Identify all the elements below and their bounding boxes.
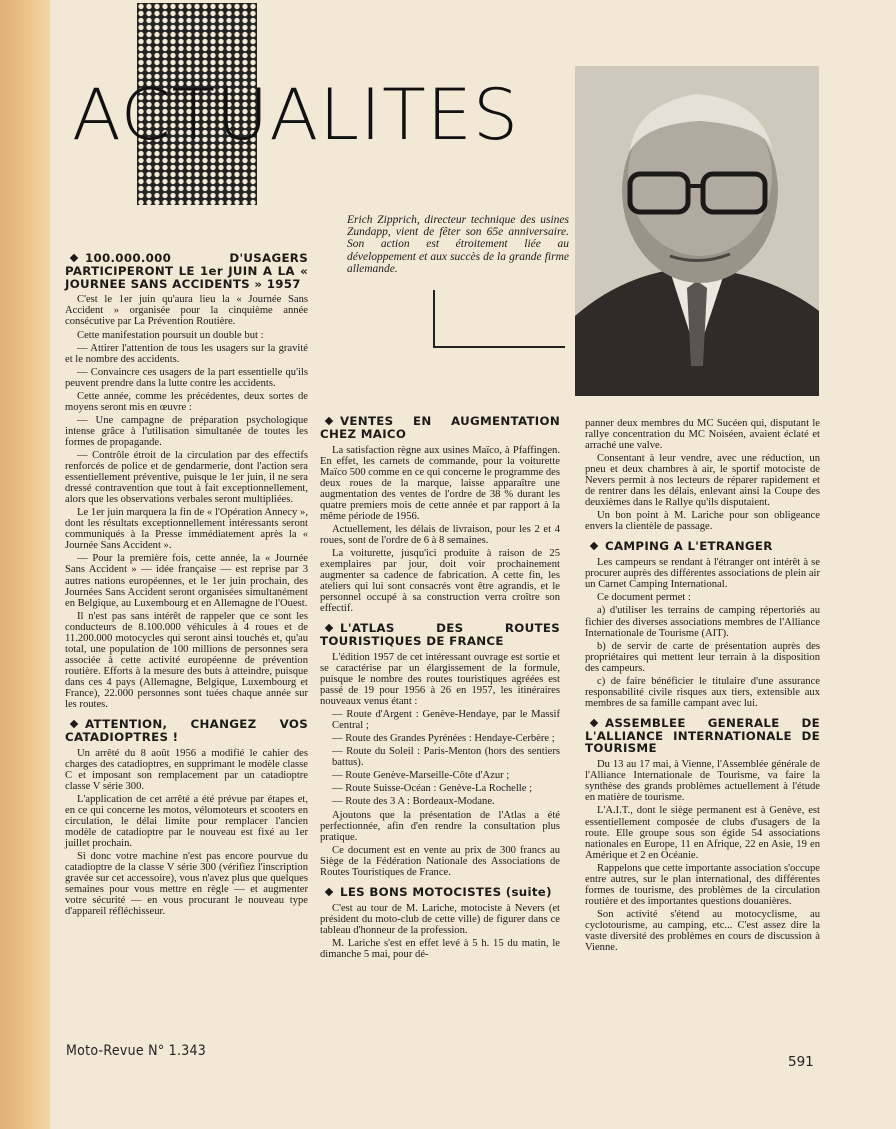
article-paragraph: Un arrêté du 8 août 1956 a modifié le cahier des charges des catadioptres, en supprimant le modèle classe C et imposant son remplacement par un catadioptre classe V série 300.: [65, 747, 308, 792]
article-paragraph: panner deux membres du MC Sucéen qui, disputant le rallye concentration du MC Noiséen, avaient éclaté et arraché une valve.: [585, 418, 820, 452]
page-title: ACTUALITES: [72, 74, 520, 156]
article-paragraph: b) de servir de carte de présentation auprès des propriétaires qui mettent leur terrain à la disposition des campeurs.: [585, 640, 820, 674]
article-heading: [320, 415, 560, 441]
article-paragraph: Il n'est pas sans intérêt de rappeler que ce sont les conducteurs de 8.100.000 véhicules à 4 roues et de 11.200.000 motocycles qui seront ainsi touchés et, qu'au total, une population de 100 millions de personnes sera associée à cette activité européenne de prévention routière. Efforts à la mesure des buts à atteindre, puisque dans ces 4 pays (Allemagne, Belgique, Luxembourg et France), 22.000 personnes sont tuées chaque année sur les routes.: [65, 610, 308, 711]
article-paragraph: a) d'utiliser les terrains de camping répertoriés au fichier des diverses associations membres de l'Alliance Internationale de Tourisme (AIT).: [585, 605, 820, 639]
article-heading-text: CAMPING A L'ETRANGER: [605, 539, 773, 554]
article-paragraph: — Pour la première fois, cette année, la « Journée Sans Accident » — idée française — est reprise par 3 autres nations européennes, et le 1er juin prochain, des Journées Sans Accident seront organisées simultanément en Belgique, au Luxembourg et en Allemagne de l'Ouest.: [65, 553, 308, 609]
diamond-bullet-icon: [590, 542, 598, 550]
column-2: [320, 415, 560, 962]
column-1: [65, 252, 308, 919]
article-paragraph: Cette manifestation poursuit un double but :: [77, 329, 264, 341]
article-heading-text: 100.000.000 D'USAGERS PARTICIPERONT LE 1er JUIN A LA « JOURNEE SANS ACCIDENTS » 1957: [65, 251, 308, 291]
article-paragraph: Actuellement, les délais de livraison, pour les 2 et 4 roues, sont de l'ordre de 6 à 8 semaines.: [320, 523, 560, 546]
caption-bracket: [433, 290, 565, 348]
article-paragraph: Ajoutons que la présentation de l'Atlas a été perfectionnée, afin d'en rendre la consultation plus pratique.: [320, 809, 560, 843]
diamond-bullet-icon: [325, 417, 333, 425]
article-heading-text: ATTENTION, CHANGEZ VOS CATADIOPTRES !: [65, 717, 308, 744]
article-heading-text: LES BONS MOTOCISTES (suite): [340, 884, 552, 899]
article-paragraph: Ce document permet :: [597, 592, 691, 604]
article-paragraph: Cette année, comme les précédentes, deux sortes de moyens seront mis en œuvre :: [65, 390, 308, 413]
article-paragraph: L'application de cet arrêté a été prévue par étapes et, en ce qui concerne les motos, vélomoteurs et scooters en circulation, le délai limite pour remplacer l'ancien modèle de catadioptre par le nouveau est fixé au 1er juillet prochain.: [65, 793, 308, 850]
article-paragraph: Du 13 au 17 mai, à Vienne, l'Assemblée générale de l'Alliance Internationale de Tourisme, va faire la synthèse des grands problèmes actuellement à l'étude en matière de tourisme.: [585, 759, 820, 804]
article-paragraph: Les campeurs se rendant à l'étranger ont intérêt à se procurer auprès des différentes associations de plein air un Carnet Camping International.: [585, 557, 820, 591]
diamond-bullet-icon: [70, 720, 78, 728]
article-paragraph: C'est le 1er juin qu'aura lieu la « Journée Sans Accident » organisée pour la cinquième année consécutive par La Prévention Routière.: [65, 294, 308, 328]
article-heading: [585, 540, 820, 553]
article-heading: [320, 886, 560, 899]
list-item: — Route Suisse-Océan : Genève-La Rochelle ;: [332, 783, 533, 795]
photo-caption: Erich Zipprich, directeur technique des usines Zundapp, vient de fêter son 65e anniversaire. Son action est étroitement liée au développement et aux succès de la grande firme allemande.: [347, 214, 569, 275]
diamond-bullet-icon: [325, 624, 333, 632]
diamond-bullet-icon: [590, 719, 598, 727]
article-paragraph: La voiturette, jusqu'ici produite à raison de 25 exemplaires par jour, doit voir prochainement augmenter sa cadence de fabrication. A cette fin, les ateliers qui lui sont consacrés vont être agrandis, et le personnel occupé à sa construction verra croître son effectif.: [320, 548, 560, 615]
list-item: — Route des 3 A : Bordeaux-Modane.: [332, 796, 495, 808]
article-heading: [585, 717, 820, 755]
article-paragraph: Rappelons que cette importante association s'occupe entre autres, sur le plan international, des différentes formes de tourisme, des problèmes de la circulation routière et des importantes questions douanières.: [585, 862, 820, 907]
article-heading: [65, 718, 308, 744]
portrait-illustration: [575, 66, 819, 396]
article-paragraph: L'A.I.T., dont le siège permanent est à Genève, est essentiellement composée de clubs d'usagers de la route. Elle groupe sous son égide 54 associations nationales en Europe, 11 en Afrique, 22 en Asie, 19 en Amérique et 2 en Océanie.: [585, 805, 820, 861]
list-item: — Route des Grandes Pyrénées : Hendaye-Cerbère ;: [332, 733, 555, 745]
article-paragraph: Consentant à leur vendre, avec une réduction, un pneu et deux chambres à air, le sportif motociste de Nevers permit à nos lecteurs de réparer rapidement et de rentrer dans les délais, enlevant ainsi la Coupe des deuxièmes dans le Rallye qu'ils disputaient.: [585, 453, 820, 509]
list-item: — Route Genève-Marseille-Côte d'Azur ;: [332, 770, 510, 782]
article-paragraph: — Une campagne de préparation psychologique intense grâce à l'utilisation simultanée de toutes les formes de propagande.: [65, 414, 308, 448]
article-heading-text: VENTES EN AUGMENTATION CHEZ MAICO: [320, 414, 560, 441]
article-paragraph: Son activité s'étend au motocyclisme, au cyclotourisme, au camping, etc... C'est assez dire la vaste diversité des problèmes en cours de discussion à Vienne.: [585, 908, 820, 954]
article-paragraph: — Contrôle étroit de la circulation par des effectifs renforcés de police et de gendarmerie, dont l'action sera essentiellement préventive, puisque le 1er juin, il ne sera dressé contravention que tout à fait exceptionnellement, alors que les observations verbales seront multipliées.: [65, 450, 308, 506]
article-paragraph: Si donc votre machine n'est pas encore pourvue du catadioptre de la classe V série 300 (vérifiez l'inscription gravée sur cet accessoire), vous n'avez plus que quelques semaines pour vous mettre en règle — et augmenter votre sécurité — en vous procurant le nouveau type d'appareil réfléchisseur.: [65, 851, 308, 918]
page-number: 591: [788, 1054, 814, 1070]
column-3: [585, 418, 820, 955]
diamond-bullet-icon: [325, 888, 333, 896]
page-binding-edge: [0, 0, 50, 1129]
magazine-issue: Moto-Revue N° 1.343: [66, 1043, 207, 1059]
article-paragraph: L'édition 1957 de cet intéressant ouvrage est sortie et se caractérise par un élargissement de la formule, puisque le nombre des routes touristiques agréées est passé de 19 pour 1956 à 26 en 1957, les itinéraires nouveaux venus étant :: [320, 651, 560, 708]
article-paragraph: Le 1er juin marquera la fin de « l'Opération Annecy », dont les résultats exceptionnellement intéressants seront communiqués à la Presse immédiatement après la « Journée Sans Accident ».: [65, 507, 308, 552]
diamond-bullet-icon: [70, 254, 78, 262]
article-paragraph: — Convaincre ces usagers de la part essentielle qu'ils peuvent prendre dans la lutte contre les accidents.: [65, 366, 308, 389]
article-paragraph: M. Lariche s'est en effet levé à 5 h. 15 du matin, le dimanche 5 mai, pour dé-: [320, 937, 560, 960]
article-heading-text: L'ATLAS DES ROUTES TOURISTIQUES DE FRANCE: [320, 621, 560, 649]
list-item: — Route du Soleil : Paris-Menton (hors des sentiers battus).: [332, 746, 560, 769]
article-paragraph: c) de faire bénéficier le titulaire d'une assurance responsabilité civile risques aux tiers, extensible aux membres de sa famille campant avec lui.: [585, 675, 820, 709]
article-paragraph: C'est au tour de M. Lariche, motociste à Nevers (et président du moto-club de cette ville) de figurer dans ce tableau d'honneur de la profession.: [320, 902, 560, 936]
portrait-photo: [575, 66, 819, 396]
article-heading-text: ASSEMBLEE GENERALE DE L'ALLIANCE INTERNATIONALE DE TOURISME: [585, 715, 820, 756]
article-paragraph: Ce document est en vente au prix de 300 francs au Siège de la Fédération Nationale des Associations de Routes Touristiques de France.: [320, 844, 560, 878]
list-item: — Route d'Argent : Genève-Hendaye, par le Massif Central ;: [332, 709, 560, 732]
article-heading: [65, 252, 308, 290]
article-paragraph: Un bon point à M. Lariche pour son obligeance envers la clientèle de passage.: [585, 510, 820, 533]
article-heading: [320, 622, 560, 648]
article-paragraph: La satisfaction règne aux usines Maïco, à Pfaffingen. En effet, les carnets de commande, pour la voiturette Maïco 500 comme en ce qui concerne le programme des deux roues de la marque, laisse apparaître une augmentation des ventes de l'ordre de 38 % durant les quatre premiers mois de cette année et par rapport à la même période de 1956.: [320, 444, 560, 522]
article-paragraph: — Attirer l'attention de tous les usagers sur la gravité et le nombre des accidents.: [65, 342, 308, 365]
